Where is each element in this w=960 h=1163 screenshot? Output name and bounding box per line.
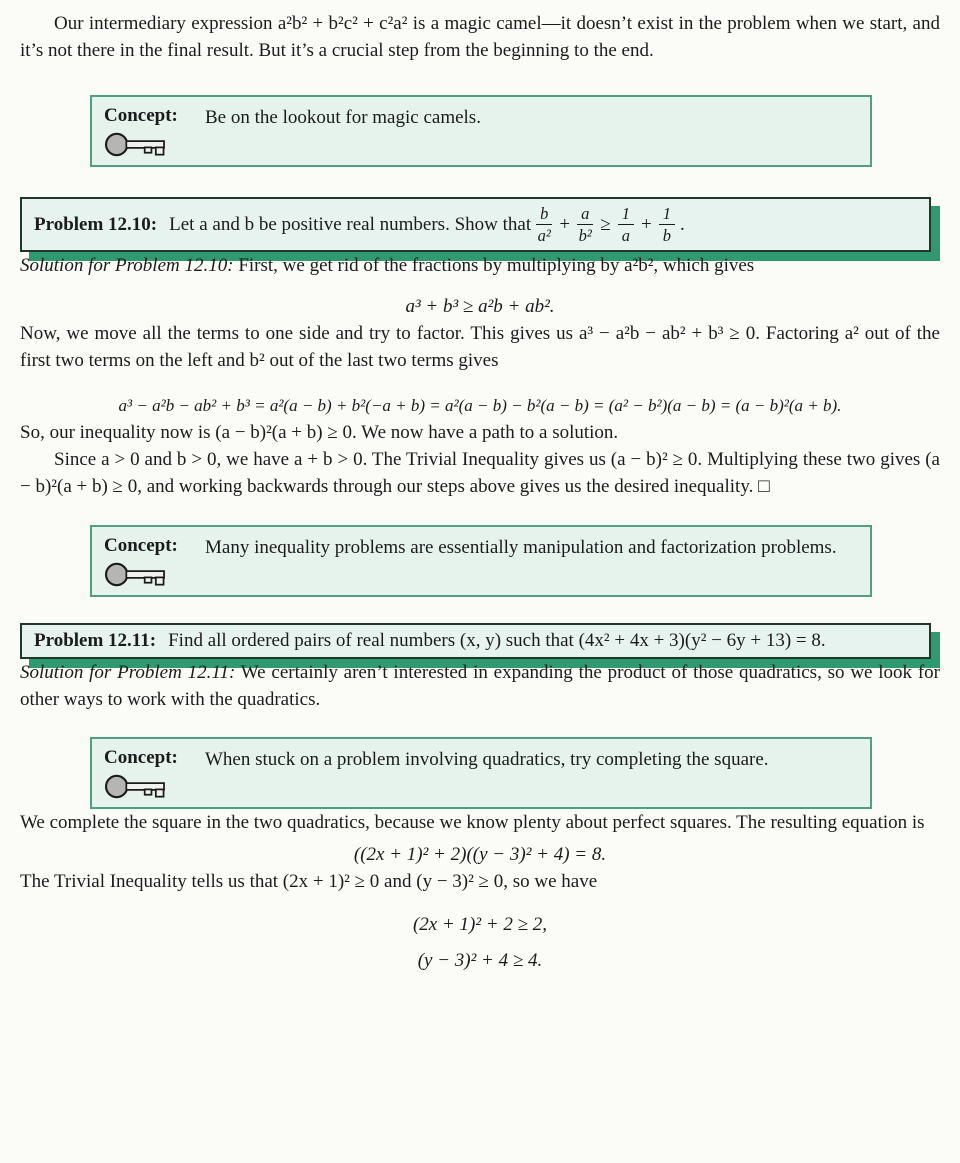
concept-label: Concept: <box>104 105 178 126</box>
fraction-numerator: 1 <box>618 204 634 225</box>
key-icon <box>104 130 168 159</box>
solution-12-10-intro <box>20 252 940 279</box>
fraction-b-over-a2 <box>536 204 552 245</box>
solution-lead: Solution for Problem 12.11: <box>20 662 236 683</box>
geq-relation: ≥ <box>600 213 611 235</box>
end-punctuation: . <box>679 213 685 235</box>
problem-text: Find all ordered pairs of real numbers (x, y) such that (4x² + 4x + 3)(y² − 6y + 13) = 8. <box>168 630 826 651</box>
fraction-numerator: 1 <box>659 204 675 225</box>
solution-intro-rest: We certainly aren’t interested in expanding the product of those quadratics, so we look for other ways to work with the quadratics. <box>20 662 940 710</box>
concept-label: Concept: <box>104 535 178 556</box>
concept-text: Be on the lookout for magic camels. <box>205 107 481 128</box>
solution-12-11-paragraph-3: The Trivial Inequality tells us that (2x + 1)² ≥ 0 and (y − 3)² ≥ 0, so we have <box>20 871 598 892</box>
equation-a3-b3: a³ + b³ ≥ a²b + ab². <box>405 296 555 317</box>
fraction-denominator: a <box>621 226 631 245</box>
fraction-numerator: b <box>536 204 552 225</box>
fraction-1-over-b <box>659 204 675 245</box>
fraction-denominator: b² <box>578 226 592 245</box>
plus-operator: + <box>641 213 652 235</box>
solution-12-11-paragraph-2: We complete the square in the two quadratics, because we know plenty about perfect squares. The resulting equation is <box>20 812 925 833</box>
concept-box-2-left <box>104 534 205 589</box>
problem-label: Problem 12.11: <box>34 630 157 651</box>
plus-operator: + <box>559 213 571 235</box>
concept-box-3-left <box>104 746 205 801</box>
equation-y-minus-3: (y − 3)² + 4 ≥ 4. <box>417 950 543 971</box>
concept-box-1-left <box>104 104 205 159</box>
key-icon <box>104 560 168 589</box>
solution-12-11-intro <box>20 659 940 713</box>
concept-box-2 <box>90 525 872 597</box>
equation-2x-plus-1: (2x + 1)² + 2 ≥ 2, <box>412 914 548 935</box>
equation-completed-squares: ((2x + 1)² + 2)((y − 3)² + 4) = 8. <box>353 844 607 865</box>
concept-text: Many inequality problems are essentially manipulation and factorization problems. <box>205 537 837 558</box>
problem-box-12-11 <box>20 623 931 659</box>
fraction-1-over-a <box>618 204 634 245</box>
fraction-numerator: a <box>577 204 593 225</box>
solution-12-10-paragraph-2: Now, we move all the terms to one side and try to factor. This gives us a³ − a²b − ab² + b³ ≥ 0. Factoring a² out of the first two terms on the left and b² out of the last two terms gives <box>20 323 940 371</box>
problem-label: Problem 12.10: <box>34 213 158 235</box>
fraction-denominator: b <box>662 226 671 245</box>
fraction-a-over-b2 <box>577 204 593 245</box>
key-icon <box>104 772 168 801</box>
concept-box-1 <box>90 95 872 167</box>
problem-text: Let a and b be positive real numbers. Show that <box>169 213 532 235</box>
concept-label: Concept: <box>104 747 178 768</box>
problem-box-12-10 <box>20 197 931 252</box>
solution-12-10-paragraph-3: So, our inequality now is (a − b)²(a + b) ≥ 0. We now have a path to a solution. <box>20 422 619 443</box>
concept-text: When stuck on a problem involving quadratics, try completing the square. <box>205 749 769 770</box>
intro-paragraph: Our intermediary expression a²b² + b²c² + c²a² is a magic camel—it doesn’t exist in the problem when we start, and it’s not there in the final result. But it’s a crucial step from the beginning to the end. <box>20 13 940 61</box>
equation-factoring-chain: a³ − a²b − ab² + b³ = a²(a − b) + b²(−a + b) = a²(a − b) − b²(a − b) = (a² − b²)(a − b) = (a − b)²(a + b). <box>118 396 842 415</box>
problem-statement <box>169 204 685 245</box>
fraction-denominator: a² <box>537 226 551 245</box>
solution-lead: Solution for Problem 12.10: <box>20 255 234 276</box>
solution-intro-rest: First, we get rid of the fractions by multiplying by a²b², which gives <box>233 255 755 276</box>
concept-box-3 <box>90 737 872 809</box>
solution-12-10-paragraph-4: Since a > 0 and b > 0, we have a + b > 0. The Trivial Inequality gives us (a − b)² ≥ 0. Multiplying these two gives (a − b)²(a + b) ≥ 0, and working backwards through our steps above gives us the desired inequality. □ <box>20 449 940 497</box>
